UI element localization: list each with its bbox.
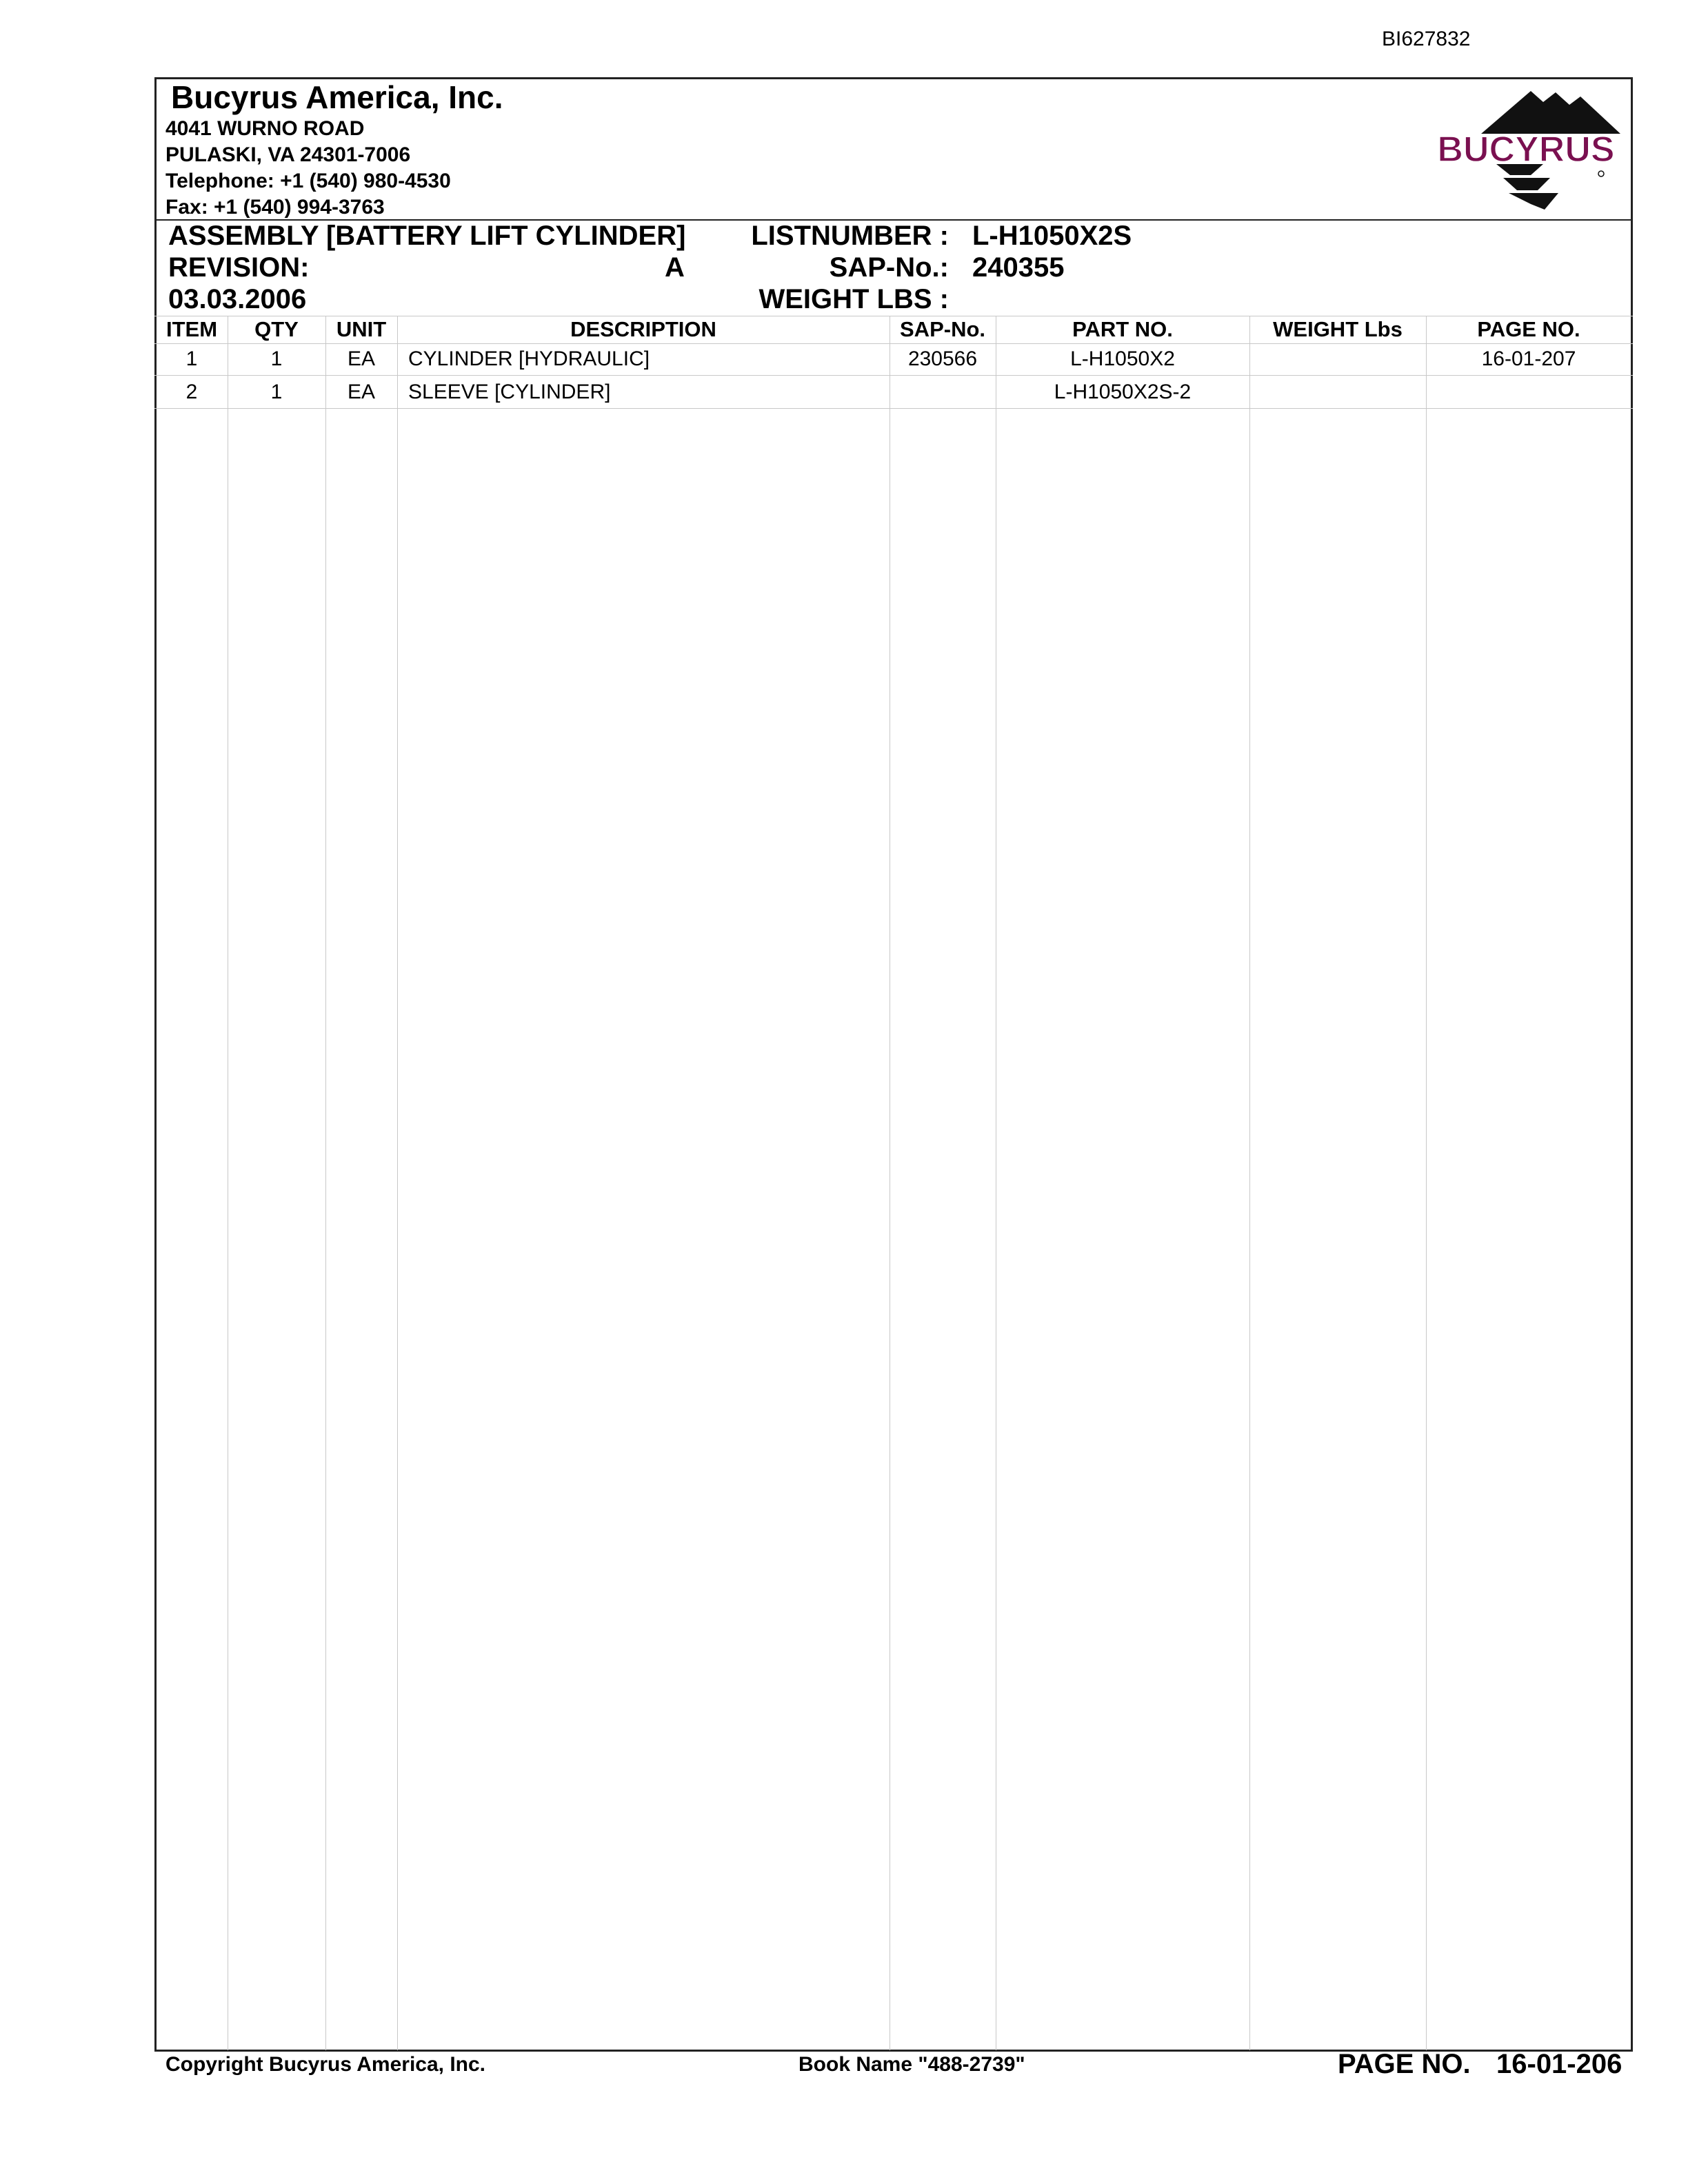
- page-frame: [154, 77, 1633, 2052]
- footer-copyright: Copyright Bucyrus America, Inc.: [165, 2053, 486, 2076]
- revision-label: REVISION:: [168, 252, 310, 283]
- column-header-weight: WEIGHT Lbs: [1273, 317, 1403, 341]
- table-cell-qty: 1: [270, 381, 283, 403]
- footer-book-name: Book Name "488-2739": [798, 2053, 1025, 2076]
- sap-label: SAP-No.:: [829, 252, 949, 283]
- table-cell-item: 2: [185, 381, 198, 403]
- table-cell-unit: EA: [347, 381, 376, 403]
- column-header-page-no: PAGE NO.: [1477, 317, 1580, 341]
- table-cell-description: SLEEVE [CYLINDER]: [408, 381, 611, 403]
- column-header-sap-no: SAP-No.: [900, 317, 985, 341]
- column-divider: [397, 316, 398, 2050]
- company-name: Bucyrus America, Inc.: [171, 79, 503, 115]
- footer-page-label: PAGE NO.: [1338, 2049, 1471, 2079]
- listnumber-value: L-H1050X2S: [972, 221, 1132, 251]
- row-border-1: [154, 375, 1633, 376]
- column-header-part-no: PART NO.: [1072, 317, 1173, 341]
- listnumber-label: LISTNUMBER :: [751, 221, 949, 251]
- column-divider: [325, 316, 326, 2050]
- company-fax: Fax: +1 (540) 994-3763: [165, 196, 385, 219]
- table-cell-page-no: 16-01-207: [1481, 347, 1576, 370]
- column-header-description: DESCRIPTION: [570, 317, 716, 341]
- table-cell-part-no: L-H1050X2S-2: [1054, 381, 1192, 403]
- revision-value: A: [665, 252, 685, 283]
- column-header-unit: UNIT: [336, 317, 387, 341]
- table-cell-description: CYLINDER [HYDRAULIC]: [408, 347, 650, 370]
- weight-label: WEIGHT LBS :: [758, 284, 949, 314]
- document-date: 03.03.2006: [168, 284, 307, 314]
- assembly-title: ASSEMBLY [BATTERY LIFT CYLINDER]: [168, 221, 686, 251]
- footer-page-number: 16-01-206: [1496, 2049, 1622, 2079]
- column-header-qty: QTY: [254, 317, 299, 341]
- table-cell-unit: EA: [347, 347, 376, 370]
- company-address-line1: 4041 WURNO ROAD: [165, 117, 365, 140]
- document-id: BI627832: [1382, 28, 1471, 50]
- column-divider: [1426, 316, 1427, 2050]
- company-address-line2: PULASKI, VA 24301-7006: [165, 143, 411, 166]
- logo-wordmark: BUCYRUS: [1437, 130, 1615, 170]
- table-cell-sap-no: 230566: [907, 347, 978, 370]
- column-divider: [1249, 316, 1250, 2050]
- table-cell-qty: 1: [270, 347, 283, 370]
- table-cell-part-no: L-H1050X2: [1070, 347, 1175, 370]
- bucyrus-logo: [1427, 87, 1625, 211]
- table-header-border: [154, 343, 1633, 344]
- company-telephone: Telephone: +1 (540) 980-4530: [165, 170, 451, 192]
- sap-value: 240355: [972, 252, 1065, 283]
- column-header-item: ITEM: [165, 317, 218, 341]
- row-border-2: [154, 408, 1633, 409]
- table-cell-item: 1: [185, 347, 198, 370]
